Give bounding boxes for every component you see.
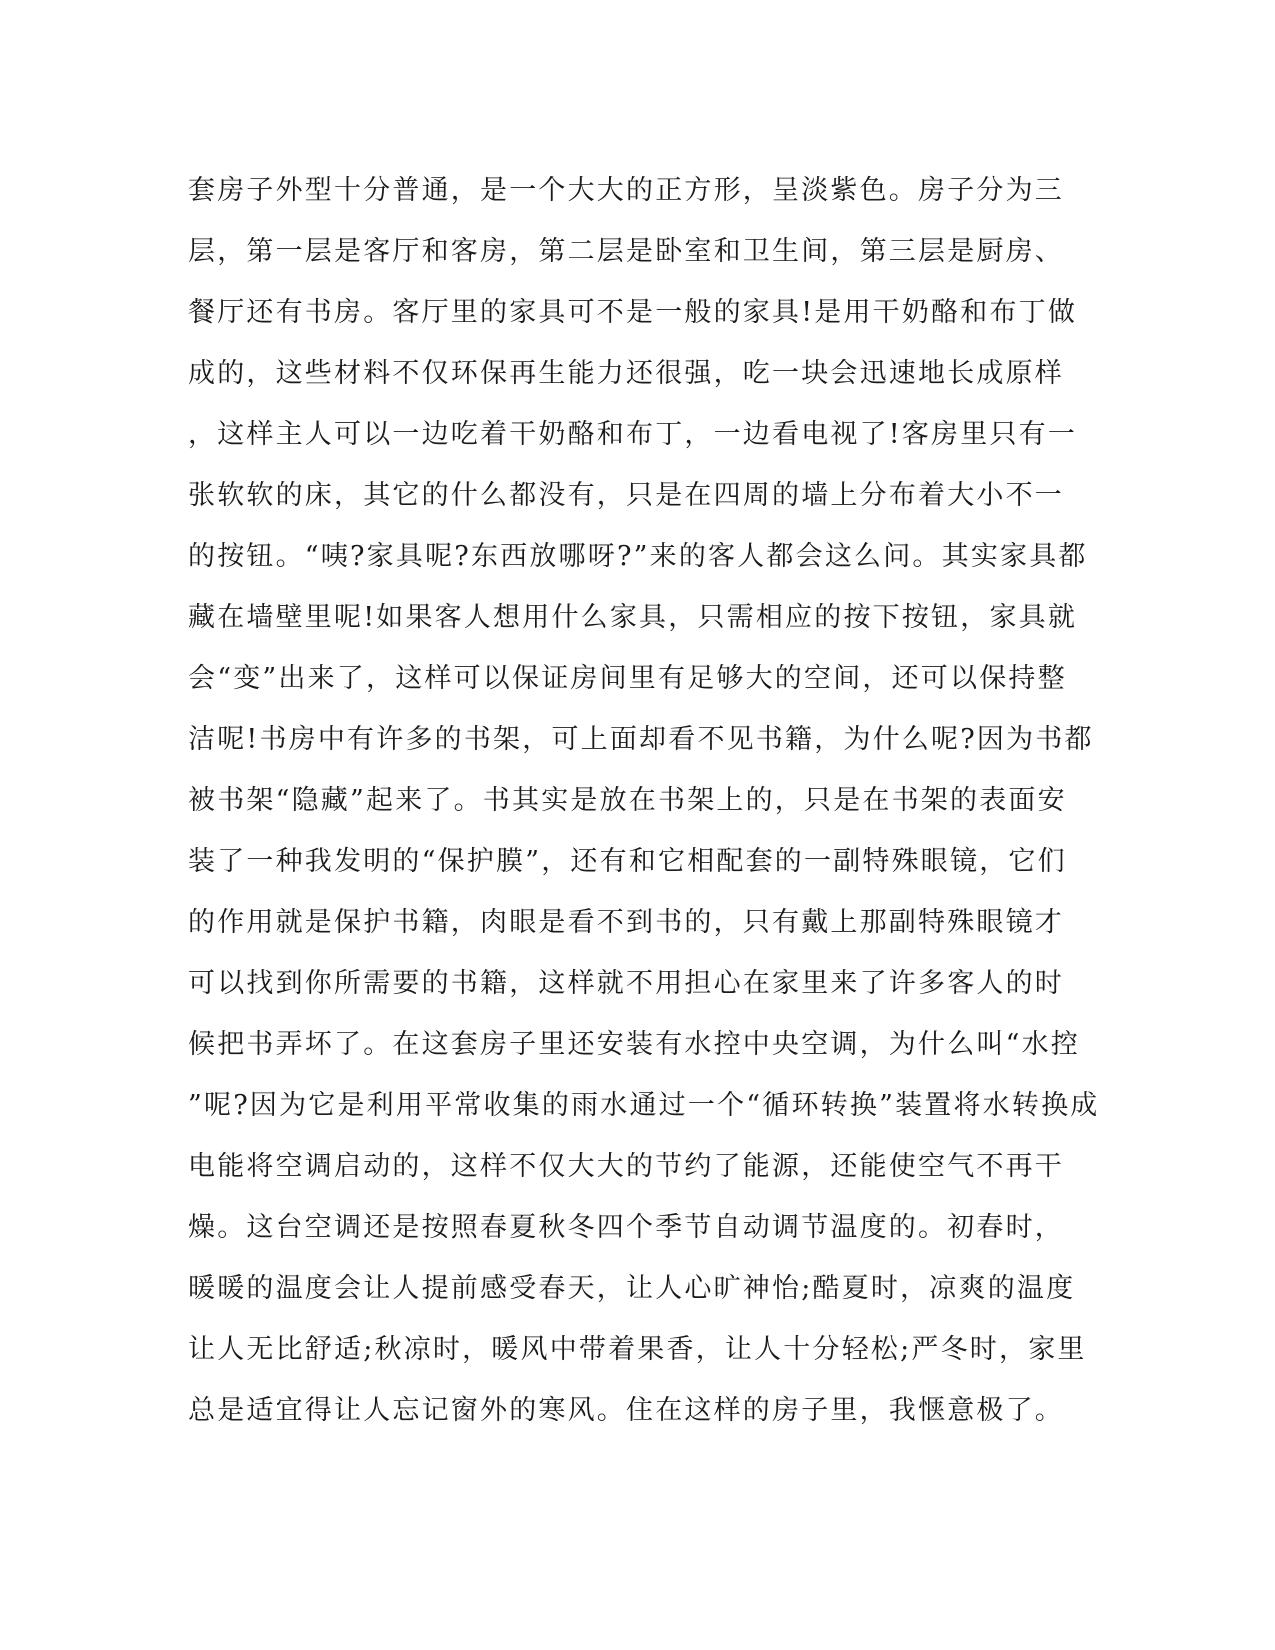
text-line: 总是适宜得让人忘记窗外的寒风。住在这样的房子里，我惬意极了。 xyxy=(188,1395,1064,1426)
text-line: 装了一种我发明的“保护膜”，还有和它相配套的一副特殊眼镜，它们 xyxy=(188,846,1067,877)
text-line: 燥。这台空调还是按照春夏秋冬四个季节自动调节温度的。初春时， xyxy=(188,1212,1064,1243)
body-text xyxy=(188,160,1100,1441)
text-line: 餐厅还有书房。客厅里的家具可不是一般的家具!是用干奶酪和布丁做 xyxy=(188,297,1078,328)
text-line: 暖暖的温度会让人提前感受春天，让人心旷神怡;酷夏时，凉爽的温度 xyxy=(188,1273,1076,1304)
text-line: ，这样主人可以一边吃着干奶酪和布丁，一边看电视了!客房里只有一 xyxy=(188,419,1078,450)
text-line: 会“变”出来了，这样可以保证房间里有足够大的空间，还可以保持整 xyxy=(188,663,1067,694)
text-line: 的作用就是保护书籍，肉眼是看不到书的，只有戴上那副特殊眼镜才 xyxy=(188,907,1064,938)
text-line: 被书架“隐藏”起来了。书其实是放在书架上的，只是在书架的表面安 xyxy=(188,785,1067,816)
text-line: 的按钮。“咦?家具呢?东西放哪呀?”来的客人都会这么问。其实家具都 xyxy=(188,541,1088,572)
text-line: ”呢?因为它是利用平常收集的雨水通过一个“循环转换”装置将水转换成 xyxy=(188,1090,1100,1121)
text-line: 套房子外型十分普通，是一个大大的正方形，呈淡紫色。房子分为三 xyxy=(188,175,1064,206)
text-line: 层，第一层是客厅和客房，第二层是卧室和卫生间，第三层是厨房、 xyxy=(188,236,1064,267)
text-line: 洁呢!书房中有许多的书架，可上面却看不见书籍，为什么呢?因为书都 xyxy=(188,724,1094,755)
text-line: 让人无比舒适;秋凉时，暖风中带着果香，让人十分轻松;严冬时，家里 xyxy=(188,1334,1087,1365)
text-line: 电能将空调启动的，这样不仅大大的节约了能源，还能使空气不再干 xyxy=(188,1151,1064,1182)
text-line: 可以找到你所需要的书籍，这样就不用担心在家里来了许多客人的时 xyxy=(188,968,1064,999)
text-line: 候把书弄坏了。在这套房子里还安装有水控中央空调，为什么叫“水控 xyxy=(188,1029,1081,1060)
text-line: 成的，这些材料不仅环保再生能力还很强，吃一块会迅速地长成原样 xyxy=(188,358,1064,389)
text-line: 藏在墙壁里呢!如果客人想用什么家具，只需相应的按下按钮，家具就 xyxy=(188,602,1078,633)
text-line: 张软软的床，其它的什么都没有，只是在四周的墙上分布着大小不一 xyxy=(188,480,1064,511)
